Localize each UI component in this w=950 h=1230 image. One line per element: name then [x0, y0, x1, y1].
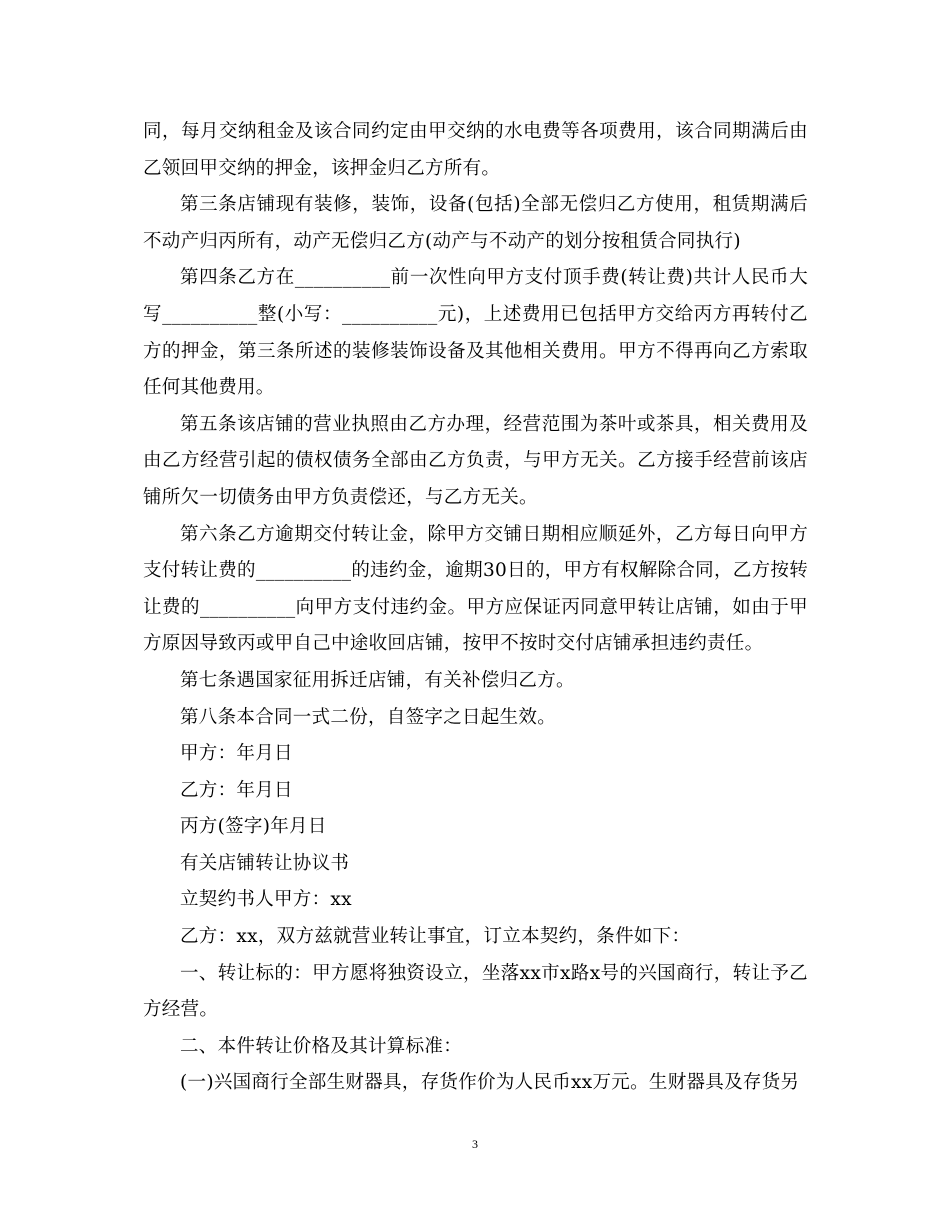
paragraph: 第七条遇国家征用拆迁店铺，有关补偿归乙方。 — [180, 669, 575, 691]
paragraph: 立契约书人甲方：xx — [180, 889, 352, 911]
paragraph: 二、本件转让价格及其计算标准： — [180, 1035, 463, 1057]
page-number: 3 — [472, 1137, 478, 1151]
paragraph: 第三条店铺现有装修，装饰，设备(包括)全部无偿归乙方使用，租赁期满后不动产归丙所有，动产无偿归乙方(动产与不动产的划分按租赁合同执行) — [143, 194, 808, 252]
paragraph: 同，每月交纳租金及该合同约定由甲交纳的水电费等各项费用，该合同期满后由乙领回甲交纳的押金，该押金归乙方所有。 — [143, 121, 808, 179]
paragraph: 甲方：年月日 — [180, 743, 293, 765]
paragraph: 有关店铺转让协议书 — [180, 852, 350, 874]
paragraph: 第六条乙方逾期交付转让金，除甲方交铺日期相应顺延外，乙方每日向甲方支付转让费的__________的违约金，逾期30日的，甲方有权解除合同，乙方按转让费的__________向甲方支付违约金。甲方应保证丙同意甲转让店铺，如由于甲方原因导致丙或甲自己中途收回店铺，按甲不按时交付店铺承担违约责任。 — [143, 523, 808, 655]
paragraph: 乙方：年月日 — [180, 779, 293, 801]
paragraph: 第四条乙方在__________前一次性向甲方支付顶手费(转让费)共计人民币大写__________整(小写：__________元)，上述费用已包括甲方交给丙方再转付乙方的押金，第三条所述的装修装饰设备及其他相关费用。甲方不得再向乙方索取任何其他费用。 — [143, 267, 808, 399]
paragraph: 乙方：xx，双方兹就营业转让事宜，订立本契约，条件如下： — [180, 926, 691, 948]
paragraph: 一、转让标的：甲方愿将独资设立，坐落xx市x路x号的兴国商行，转让予乙方经营。 — [143, 962, 808, 1021]
paragraph: (一)兴国商行全部生财器具，存货作价为人民币xx万元。生财器具及存货另 — [180, 1072, 800, 1094]
paragraph: 第八条本合同一式二份，自签字之日起生效。 — [180, 706, 557, 728]
paragraph: 丙方(签字)年月日 — [180, 816, 327, 838]
document-body — [143, 114, 808, 1102]
paragraph: 第五条该店铺的营业执照由乙方办理，经营范围为茶叶或茶具，相关费用及由乙方经营引起的债权债务全部由乙方负责，与甲方无关。乙方接手经营前该店铺所欠一切债务由甲方负责偿还，与乙方无关。 — [143, 413, 808, 508]
